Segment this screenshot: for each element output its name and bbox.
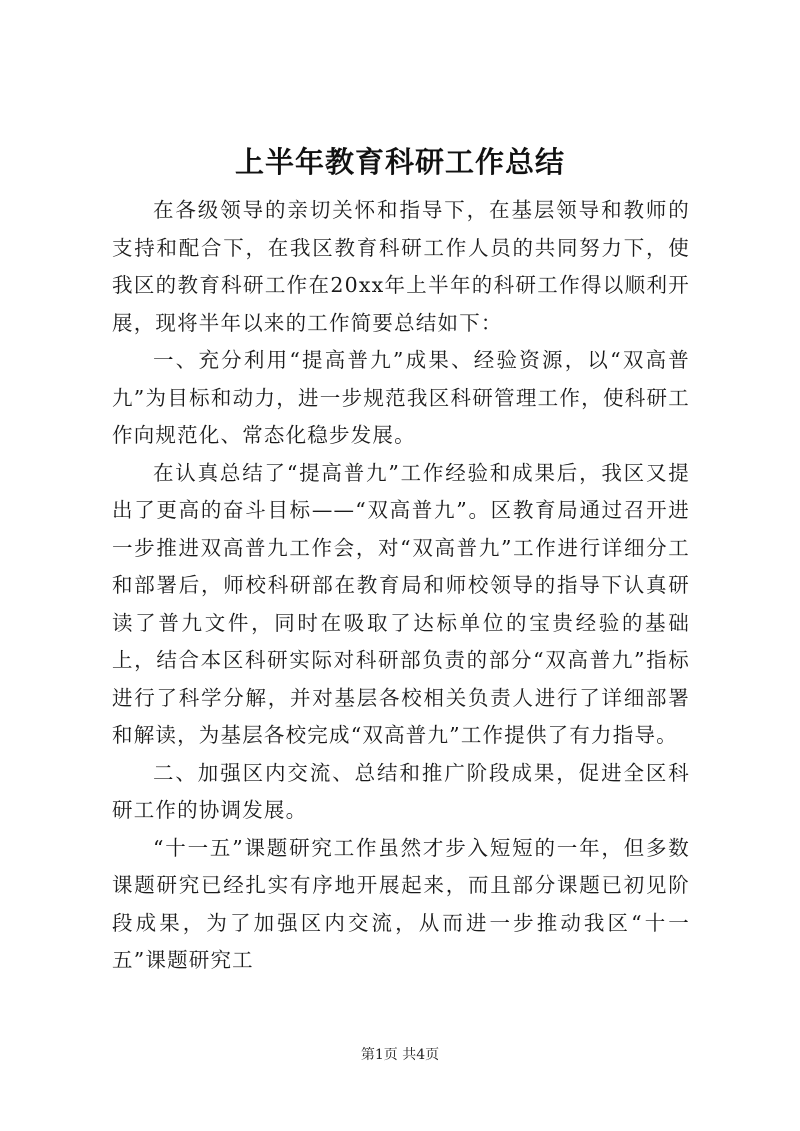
paragraph-section-2-body: “十一五”课题研究工作虽然才步入短短的一年，但多数课题研究已经扎实有序地开展起来，而且部分课题已初见阶段成果，为了加强区内交流，从而进一步推动我区“十一五”课题研究工: [112, 835, 690, 972]
paragraph-section-1-body: 在认真总结了“提高普九”工作经验和成果后，我区又提出了更高的奋斗目标——“双高普九”。区教育局通过召开进一步推进双高普九工作会，对“双高普九”工作进行详细分工和部署后，师校科研部在教育局和师校领导的指导下认真研读了普九文件，同时在吸取了达标单位的宝贵经验的基础上，结合本区科研实际对科研部负责的部分“双高普九”指标进行了科学分解，并对基层各校相关负责人进行了详细部署和解读，为基层各校完成“双高普九”工作提供了有力指导。: [112, 460, 690, 747]
document-title: 上半年教育科研工作总结: [234, 145, 565, 179]
document-body: [112, 192, 690, 980]
page-number-footer: 第1页 共4页: [360, 1047, 440, 1063]
paragraph-section-2-heading: 二、加强区内交流、总结和推广阶段成果，促进全区科研工作的协调发展。: [112, 760, 690, 822]
paragraph-section-1-heading: 一、充分利用“提高普九”成果、经验资源，以“双高普九”为目标和动力，进一步规范我区科研管理工作，使科研工作向规范化、常态化稳步发展。: [112, 348, 690, 447]
paragraph-intro: 在各级领导的亲切关怀和指导下，在基层领导和教师的支持和配合下，在我区教育科研工作人员的共同努力下，使我区的教育科研工作在20xx年上半年的科研工作得以顺利开展，现将半年以来的工作简要总结如下：: [112, 198, 690, 335]
